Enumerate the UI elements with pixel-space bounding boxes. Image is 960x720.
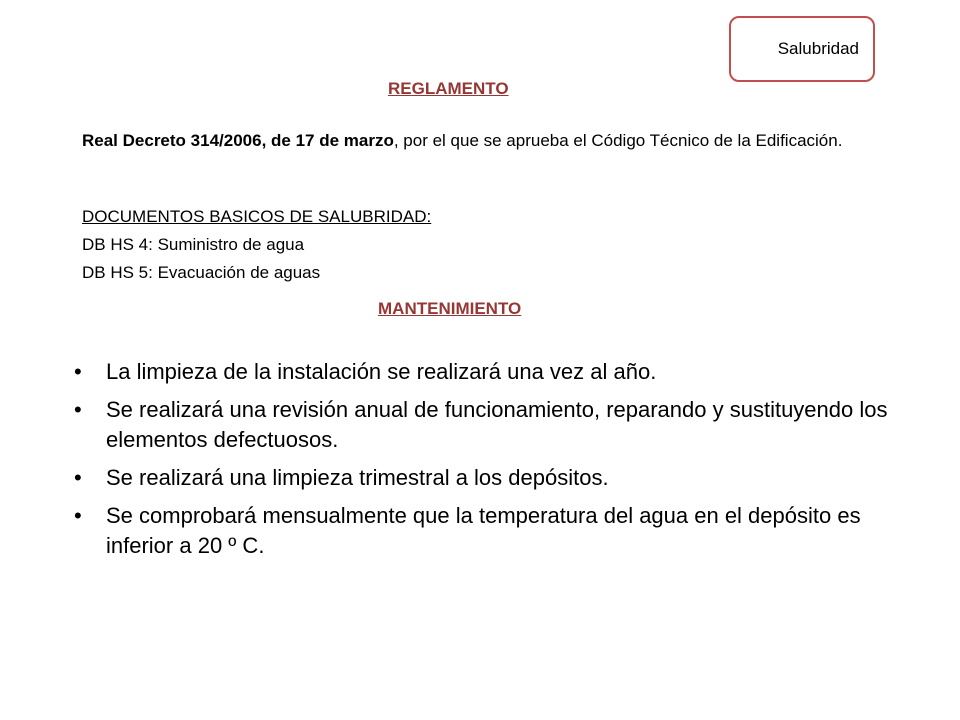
bullet-icon: • [74,397,82,422]
mantenimiento-heading: MANTENIMIENTO [378,299,522,318]
maintenance-item [70,395,930,455]
maintenance-item [70,501,930,561]
salubridad-tag-label: Salubridad [777,39,859,58]
bullet-icon: • [74,465,82,490]
decree-description: , por el que se aprueba el Código Técnico de la Edificación. [393,131,843,150]
reglamento-heading: REGLAMENTO [388,79,509,98]
maintenance-item-text: Se realizará una revisión anual de funcionamiento, reparando y sustituyendo los elementos defectuosos. [106,397,888,452]
maintenance-item-text: Se comprobará mensualmente que la temperatura del agua en el depósito es inferior a 20 º C. [106,503,861,558]
bullet-icon: • [74,359,82,384]
maintenance-item [70,463,930,493]
maintenance-item-text: La limpieza de la instalación se realizará una vez al año. [106,359,657,384]
maintenance-item [70,357,930,387]
decree-title: Real Decreto 314/2006, de 17 de marzo [82,131,394,150]
bullet-icon: • [74,503,82,528]
document-item: DB HS 4: Suministro de agua [82,235,305,254]
salubridad-tag [729,16,875,82]
documents-block [82,203,431,287]
document-item: DB HS 5: Evacuación de aguas [82,263,321,282]
decree-paragraph [82,127,912,154]
maintenance-list [70,357,930,569]
documents-title: DOCUMENTOS BASICOS DE SALUBRIDAD: [82,207,432,226]
maintenance-item-text: Se realizará una limpieza trimestral a los depósitos. [106,465,609,490]
